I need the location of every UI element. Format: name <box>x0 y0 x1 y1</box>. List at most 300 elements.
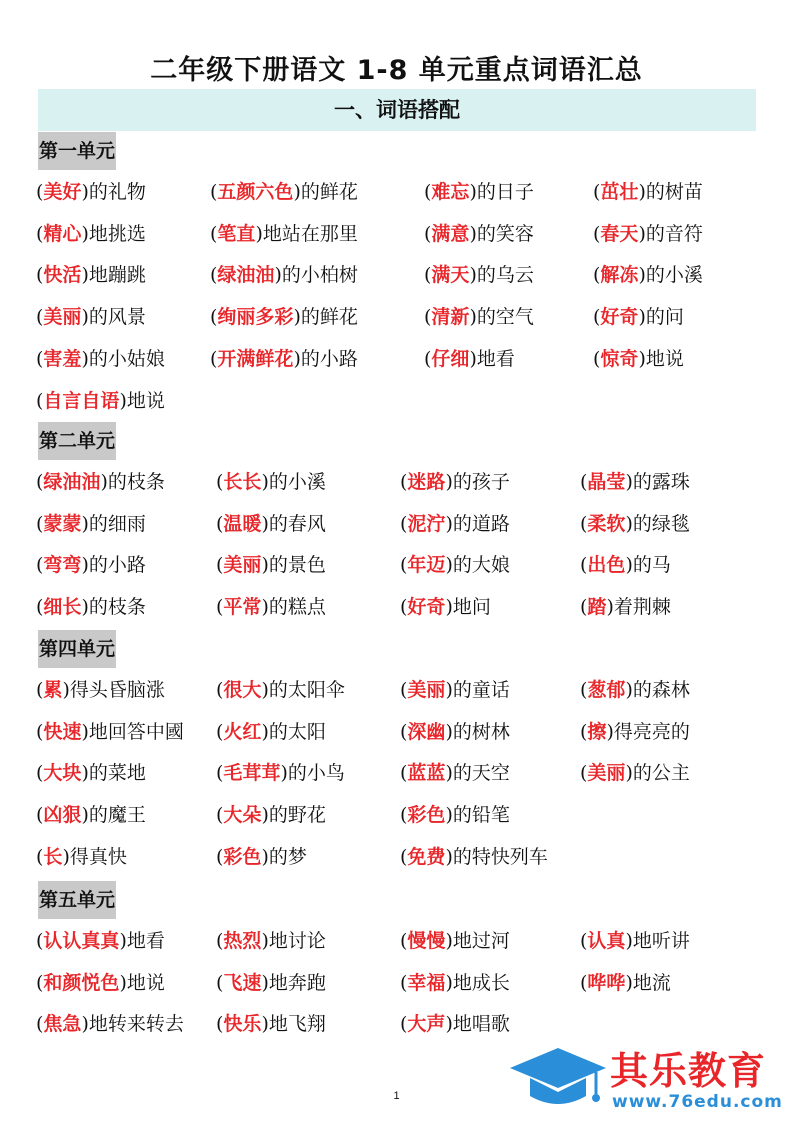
phrase <box>216 795 326 835</box>
phrase-suffix: 的枝条 <box>88 596 146 619</box>
phrase <box>580 462 690 502</box>
key-word: 焦急 <box>43 1013 82 1036</box>
key-word: 绿油油 <box>217 264 275 287</box>
open-paren: ( <box>400 804 408 827</box>
phrase-suffix: 的露珠 <box>632 471 690 493</box>
close-paren: ) <box>261 679 269 701</box>
phrase-suffix: 的小鸟 <box>287 762 345 785</box>
phrase <box>400 921 510 961</box>
open-paren: ( <box>593 222 601 245</box>
key-word: 幸福 <box>407 971 446 994</box>
phrase-suffix: 地过河 <box>452 930 510 952</box>
phrase-suffix: 的特快列车 <box>452 845 548 868</box>
open-paren: ( <box>580 554 588 577</box>
close-paren: ) <box>625 554 633 577</box>
phrase-suffix: 的魔王 <box>88 804 146 827</box>
close-paren: ) <box>81 222 89 245</box>
close-paren: ) <box>119 930 127 952</box>
phrase <box>216 963 326 1003</box>
key-word: 细长 <box>43 596 82 619</box>
close-paren: ) <box>625 971 633 994</box>
phrase <box>216 670 345 710</box>
phrase <box>216 587 326 627</box>
key-word: 美丽 <box>43 306 82 329</box>
close-paren: ) <box>445 930 453 952</box>
open-paren: ( <box>216 804 224 827</box>
phrase <box>580 712 690 752</box>
phrase-suffix: 的森林 <box>632 679 690 701</box>
phrase-suffix: 地飞翔 <box>268 1013 326 1036</box>
close-paren: ) <box>293 306 301 329</box>
open-paren: ( <box>216 596 224 619</box>
phrase-suffix: 的孩子 <box>452 471 510 493</box>
phrase-row <box>0 837 793 877</box>
key-word: 踏 <box>587 596 607 619</box>
phrase <box>424 339 515 379</box>
open-paren: ( <box>36 306 44 329</box>
close-paren: ) <box>261 554 269 577</box>
key-word: 晶莹 <box>587 471 626 493</box>
key-word: 温暖 <box>223 512 262 535</box>
open-paren: ( <box>36 804 44 827</box>
key-word: 泥泞 <box>407 512 446 535</box>
phrase <box>400 837 548 877</box>
phrase-suffix: 的问 <box>645 306 684 329</box>
phrase-row <box>0 587 793 627</box>
phrase-suffix: 的笑容 <box>476 222 534 245</box>
phrase <box>36 753 146 793</box>
phrase-suffix: 的音符 <box>645 222 703 245</box>
key-word: 好奇 <box>407 596 446 619</box>
close-paren: ) <box>445 512 453 535</box>
key-word: 快速 <box>43 720 82 743</box>
phrase <box>216 545 326 585</box>
phrase-suffix: 的空气 <box>476 306 534 329</box>
open-paren: ( <box>424 347 432 370</box>
open-paren: ( <box>424 264 432 287</box>
phrase-suffix: 的梦 <box>268 845 307 868</box>
phrase <box>580 753 690 793</box>
key-word: 春天 <box>600 222 639 245</box>
key-word: 惊奇 <box>600 347 639 370</box>
open-paren: ( <box>36 762 44 785</box>
phrase-suffix: 的野花 <box>268 804 326 827</box>
open-paren: ( <box>210 306 218 329</box>
key-word: 凶狠 <box>43 804 82 827</box>
open-paren: ( <box>36 930 44 952</box>
phrase-suffix: 的乌云 <box>476 264 534 287</box>
close-paren: ) <box>445 845 453 868</box>
close-paren: ) <box>469 181 477 203</box>
phrase-suffix: 地站在那里 <box>262 222 358 245</box>
key-word: 长 <box>43 845 63 868</box>
open-paren: ( <box>216 762 224 785</box>
phrase-suffix: 的日子 <box>476 181 534 203</box>
page-title: 二年级下册语文 1-8 单元重点词语汇总 <box>150 55 643 86</box>
logo <box>508 1038 788 1114</box>
close-paren: ) <box>274 264 282 287</box>
phrase-suffix: 地回答中國 <box>88 720 184 743</box>
phrase <box>593 339 684 379</box>
open-paren: ( <box>36 181 44 203</box>
open-paren: ( <box>216 930 224 952</box>
phrase <box>593 172 703 212</box>
phrase-suffix: 地说 <box>645 347 684 370</box>
logo-name: 其乐教育 <box>610 1049 767 1093</box>
phrase <box>400 545 510 585</box>
unit-label: 第五单元 <box>38 881 116 919</box>
phrase-row <box>0 214 793 254</box>
key-word: 累 <box>43 679 63 701</box>
close-paren: ) <box>638 222 646 245</box>
phrase-suffix: 的树苗 <box>645 181 703 203</box>
open-paren: ( <box>580 596 588 619</box>
phrase <box>216 1004 326 1044</box>
phrase-suffix: 的天空 <box>452 762 510 785</box>
key-word: 大声 <box>407 1013 446 1036</box>
phrase <box>580 545 671 585</box>
phrase-suffix: 地问 <box>452 596 491 619</box>
phrase <box>36 504 146 544</box>
phrase-suffix: 地听讲 <box>632 930 690 952</box>
phrase-suffix: 的小路 <box>88 554 146 577</box>
phrase <box>36 837 127 877</box>
close-paren: ) <box>261 596 269 619</box>
phrase <box>400 670 510 710</box>
close-paren: ) <box>280 762 288 785</box>
close-paren: ) <box>81 347 89 370</box>
phrase <box>216 712 326 752</box>
close-paren: ) <box>445 720 453 743</box>
key-word: 深幽 <box>407 720 446 743</box>
open-paren: ( <box>216 554 224 577</box>
close-paren: ) <box>261 1013 269 1036</box>
phrase-suffix: 的枝条 <box>107 471 165 493</box>
logo-url: www.76edu.com <box>612 1092 783 1112</box>
phrase <box>36 545 146 585</box>
open-paren: ( <box>36 471 44 493</box>
close-paren: ) <box>469 264 477 287</box>
open-paren: ( <box>36 845 44 868</box>
open-paren: ( <box>36 512 44 535</box>
phrase-row <box>0 795 793 835</box>
close-paren: ) <box>445 596 453 619</box>
phrase-row <box>0 504 793 544</box>
key-word: 难忘 <box>431 181 470 203</box>
close-paren: ) <box>81 306 89 329</box>
phrase-suffix: 的小溪 <box>645 264 703 287</box>
key-word: 平常 <box>223 596 262 619</box>
key-word: 葱郁 <box>587 679 626 701</box>
open-paren: ( <box>400 512 408 535</box>
phrase-row <box>0 297 793 337</box>
key-word: 快活 <box>43 264 82 287</box>
key-word: 彩色 <box>223 845 262 868</box>
key-word: 美丽 <box>587 762 626 785</box>
open-paren: ( <box>36 679 44 701</box>
phrase-suffix: 地看 <box>476 347 515 370</box>
phrase <box>210 214 358 254</box>
open-paren: ( <box>210 264 218 287</box>
open-paren: ( <box>580 762 588 785</box>
phrase-suffix: 的童话 <box>452 679 510 701</box>
phrase <box>36 712 184 752</box>
key-word: 慢慢 <box>407 930 446 952</box>
graduation-cap-icon <box>508 1042 608 1114</box>
open-paren: ( <box>36 554 44 577</box>
phrase <box>400 963 510 1003</box>
close-paren: ) <box>445 762 453 785</box>
phrase-suffix: 的春风 <box>268 512 326 535</box>
close-paren: ) <box>445 971 453 994</box>
phrase-suffix: 地蹦跳 <box>88 264 146 287</box>
key-word: 满意 <box>431 222 470 245</box>
close-paren: ) <box>469 222 477 245</box>
key-word: 绚丽多彩 <box>217 306 294 329</box>
phrase-suffix: 的鲜花 <box>300 306 358 329</box>
close-paren: ) <box>255 222 263 245</box>
open-paren: ( <box>424 181 432 203</box>
key-word: 快乐 <box>223 1013 262 1036</box>
open-paren: ( <box>400 554 408 577</box>
key-word: 很大 <box>223 679 262 701</box>
open-paren: ( <box>210 347 218 370</box>
phrase-row <box>0 670 793 710</box>
phrase-suffix: 地讨论 <box>268 930 326 952</box>
open-paren: ( <box>36 389 44 412</box>
open-paren: ( <box>593 181 601 203</box>
close-paren: ) <box>625 679 633 701</box>
phrase-row <box>0 255 793 295</box>
phrase <box>36 795 146 835</box>
close-paren: ) <box>261 471 269 493</box>
phrase-suffix: 的细雨 <box>88 512 146 535</box>
key-word: 毛茸茸 <box>223 762 281 785</box>
close-paren: ) <box>638 264 646 287</box>
open-paren: ( <box>400 762 408 785</box>
phrase <box>580 670 690 710</box>
close-paren: ) <box>469 306 477 329</box>
phrase-row <box>0 381 793 421</box>
key-word: 美丽 <box>407 679 446 701</box>
phrase <box>216 504 326 544</box>
open-paren: ( <box>400 720 408 743</box>
open-paren: ( <box>36 222 44 245</box>
close-paren: ) <box>62 845 70 868</box>
close-paren: ) <box>261 512 269 535</box>
key-word: 美好 <box>43 181 82 203</box>
close-paren: ) <box>638 181 646 203</box>
phrase <box>424 255 534 295</box>
key-word: 茁壮 <box>600 181 639 203</box>
key-word: 火红 <box>223 720 262 743</box>
key-word: 大朵 <box>223 804 262 827</box>
unit-label: 第四单元 <box>38 630 116 668</box>
close-paren: ) <box>606 720 614 743</box>
open-paren: ( <box>36 1013 44 1036</box>
page-number: 1 <box>393 1090 400 1102</box>
phrase-suffix: 地成长 <box>452 971 510 994</box>
close-paren: ) <box>445 679 453 701</box>
open-paren: ( <box>210 181 218 203</box>
phrase <box>36 462 165 502</box>
phrase-suffix: 的鲜花 <box>300 181 358 203</box>
key-word: 美丽 <box>223 554 262 577</box>
key-word: 开满鲜花 <box>217 347 294 370</box>
phrase-suffix: 得真快 <box>69 845 127 868</box>
phrase-suffix: 的铅笔 <box>452 804 510 827</box>
phrase-row <box>0 339 793 379</box>
phrase <box>36 297 146 337</box>
phrase-suffix: 的小路 <box>300 347 358 370</box>
open-paren: ( <box>400 679 408 701</box>
phrase-suffix: 地挑选 <box>88 222 146 245</box>
phrase <box>36 670 165 710</box>
phrase-suffix: 着荆棘 <box>613 596 671 619</box>
phrase <box>580 963 671 1003</box>
phrase-row <box>0 462 793 502</box>
phrase <box>36 921 165 961</box>
open-paren: ( <box>424 306 432 329</box>
open-paren: ( <box>36 264 44 287</box>
open-paren: ( <box>580 930 588 952</box>
phrase <box>424 297 534 337</box>
open-paren: ( <box>400 930 408 952</box>
phrase <box>216 753 345 793</box>
phrase <box>216 921 326 961</box>
open-paren: ( <box>580 720 588 743</box>
key-word: 年迈 <box>407 554 446 577</box>
open-paren: ( <box>36 347 44 370</box>
phrase-suffix: 的风景 <box>88 306 146 329</box>
open-paren: ( <box>216 471 224 493</box>
phrase <box>400 462 510 502</box>
phrase <box>36 381 165 421</box>
phrase-suffix: 地说 <box>126 971 165 994</box>
phrase <box>400 1004 510 1044</box>
key-word: 免费 <box>407 845 446 868</box>
close-paren: ) <box>469 347 477 370</box>
close-paren: ) <box>81 1013 89 1036</box>
phrase <box>210 172 358 212</box>
phrase-suffix: 的太阳 <box>268 720 326 743</box>
phrase <box>593 214 703 254</box>
close-paren: ) <box>81 720 89 743</box>
open-paren: ( <box>36 596 44 619</box>
phrase-suffix: 得亮亮的 <box>613 720 690 743</box>
phrase-row <box>0 963 793 1003</box>
phrase-suffix: 的小柏树 <box>281 264 358 287</box>
open-paren: ( <box>210 222 218 245</box>
key-word: 满天 <box>431 264 470 287</box>
key-word: 擦 <box>587 720 607 743</box>
close-paren: ) <box>638 347 646 370</box>
key-word: 好奇 <box>600 306 639 329</box>
phrase <box>36 214 146 254</box>
close-paren: ) <box>81 554 89 577</box>
key-word: 彩色 <box>407 804 446 827</box>
phrase-suffix: 地看 <box>126 930 165 952</box>
phrase-suffix: 的道路 <box>452 512 510 535</box>
phrase-suffix: 得头昏脑涨 <box>69 679 165 701</box>
open-paren: ( <box>400 845 408 868</box>
unit-label: 第二单元 <box>38 422 116 460</box>
phrase <box>36 587 146 627</box>
key-word: 认认真真 <box>43 930 120 952</box>
phrase <box>400 587 491 627</box>
phrase <box>593 255 703 295</box>
phrase <box>580 921 690 961</box>
close-paren: ) <box>100 471 108 493</box>
open-paren: ( <box>216 845 224 868</box>
close-paren: ) <box>606 596 614 619</box>
close-paren: ) <box>261 930 269 952</box>
open-paren: ( <box>216 512 224 535</box>
phrase-suffix: 的公主 <box>632 762 690 785</box>
close-paren: ) <box>625 930 633 952</box>
phrase-suffix: 的菜地 <box>88 762 146 785</box>
open-paren: ( <box>400 1013 408 1036</box>
close-paren: ) <box>261 971 269 994</box>
phrase-row <box>0 753 793 793</box>
phrase-suffix: 的小姑娘 <box>88 347 165 370</box>
close-paren: ) <box>261 720 269 743</box>
key-word: 清新 <box>431 306 470 329</box>
open-paren: ( <box>400 971 408 994</box>
key-word: 弯弯 <box>43 554 82 577</box>
phrase-suffix: 的树林 <box>452 720 510 743</box>
phrase-row <box>0 172 793 212</box>
open-paren: ( <box>593 306 601 329</box>
phrase-suffix: 的大娘 <box>452 554 510 577</box>
close-paren: ) <box>445 1013 453 1036</box>
close-paren: ) <box>445 554 453 577</box>
open-paren: ( <box>580 471 588 493</box>
open-paren: ( <box>216 971 224 994</box>
close-paren: ) <box>62 679 70 701</box>
open-paren: ( <box>400 596 408 619</box>
phrase <box>210 297 358 337</box>
key-word: 害羞 <box>43 347 82 370</box>
key-word: 蒙蒙 <box>43 512 82 535</box>
phrase-suffix: 地流 <box>632 971 671 994</box>
key-word: 长长 <box>223 471 262 493</box>
key-word: 仔细 <box>431 347 470 370</box>
phrase-suffix: 的马 <box>632 554 671 577</box>
phrase-suffix: 地转来转去 <box>88 1013 184 1036</box>
open-paren: ( <box>36 720 44 743</box>
close-paren: ) <box>81 264 89 287</box>
key-word: 蓝蓝 <box>407 762 446 785</box>
phrase-suffix: 的景色 <box>268 554 326 577</box>
phrase-suffix: 的绿毯 <box>632 512 690 535</box>
phrase <box>210 339 358 379</box>
phrase <box>210 255 358 295</box>
key-word: 五颜六色 <box>217 181 294 203</box>
phrase-row <box>0 545 793 585</box>
close-paren: ) <box>625 762 633 785</box>
key-word: 自言自语 <box>43 389 120 412</box>
phrase <box>36 1004 184 1044</box>
phrase-suffix: 地奔跑 <box>268 971 326 994</box>
key-word: 解冻 <box>600 264 639 287</box>
close-paren: ) <box>81 804 89 827</box>
phrase <box>400 795 510 835</box>
open-paren: ( <box>580 679 588 701</box>
phrase-suffix: 的小溪 <box>268 471 326 493</box>
close-paren: ) <box>81 512 89 535</box>
phrase <box>36 339 165 379</box>
